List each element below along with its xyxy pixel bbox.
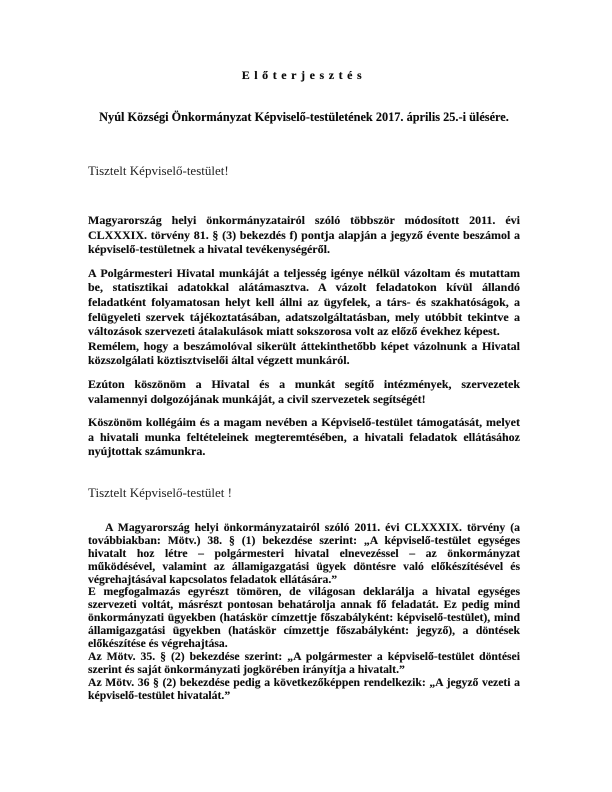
salutation-second: Tisztelt Képviselő-testület ! bbox=[88, 484, 232, 500]
paragraph-legal-basis: Magyarország helyi önkormányzatairól szóló többször módosított 2011. évi CLXXXIX. törvény 81. § (3) bekezdés f) pontja alapján a jegyző évente beszámol a képviselő-testületnek a hivatal tevékenységéről. bbox=[88, 213, 520, 257]
salutation-first: Tisztelt Képviselő-testület! bbox=[88, 163, 229, 178]
paragraph-motv-38: A Magyarország helyi önkormányzatairól szóló 2011. évi CLXXXIX. törvény (a továbbiakban: Mötv.) 38. § (1) bekezdése szerint: „A képviselő-testület egységes hivatalt hoz létre – polgármesteri hivatal elnevezéssel – az önkormányzat működésével, valamint az államigazgatási ügyek döntésre való előkészítésével és végrehajtásával kapcsolatos feladatok ellátására.” bbox=[88, 520, 520, 586]
paragraph-definition: E megfogalmazás egyrészt tömören, de világosan deklarálja a hivatal egységes szervezeti voltát, másrészt pontosan behatárolja annak fő feladatát. Ez pedig mind önkormányzati ügyekben (hatáskör címzettje főszabályként: képviselő-testület), mind államigazgatási ügyekben (hatáskör címzettje főszabályként: jegyző), a döntések előkészítése és végrehajtása. bbox=[88, 585, 520, 651]
paragraph-office-work: A Polgármesteri Hivatal munkáját a teljesség igénye nélkül vázoltam és mutattam be, statisztikai adatokkal alátámasztva. A vázolt feladatokon kívül állandó feladatként folyamatosan helyt kell állni az ügyfelek, a társ- és szakhatóságok, a felügyeleti szervek tájékoztatásában, adatszolgáltatásban, mely utóbbit tekintve a változások szervezeti átalakulások miatt sokszorosa volt az előző évekhez képest. bbox=[88, 265, 520, 339]
paragraph-thanks-staff: Ezúton köszönöm a Hivatal és a munkát segítő intézmények, szervezetek valamennyi dolgozójának munkáját, a civil szervezetek segítségét! bbox=[88, 376, 520, 406]
paragraph-motv-36: Az Mötv. 36 § (2) bekezdése pedig a következőképpen rendelkezik: „A jegyző vezeti a képviselő-testület hivatalát.” bbox=[88, 675, 520, 702]
section-legal-framework bbox=[88, 522, 520, 703]
document-subtitle: Nyúl Községi Önkormányzat Képviselő-testületének 2017. április 25.-i ülésére. bbox=[99, 110, 509, 124]
section-introduction bbox=[88, 213, 520, 459]
paragraph-hope: Remélem, hogy a beszámolóval sikerült áttekinthetőbb képet vázolnunk a Hivatal közszolgálati köztisztviselői által végzett munkáról. bbox=[88, 338, 520, 368]
paragraph-thanks-council: Köszönöm kollégáim és a magam nevében a Képviselő-testület támogatását, melyet a hivatali munka feltételeinek megteremtésében, a hivatali feladatok ellátásához nyújtottak számunkra. bbox=[88, 415, 520, 459]
paragraph-motv-35: Az Mötv. 35. § (2) bekezdése szerint: „A polgármester a képviselő-testület döntései szerint és saját önkormányzati jogkörében irányítja a hivatalt.” bbox=[88, 649, 520, 676]
document-title: Előterjesztés bbox=[241, 68, 367, 82]
